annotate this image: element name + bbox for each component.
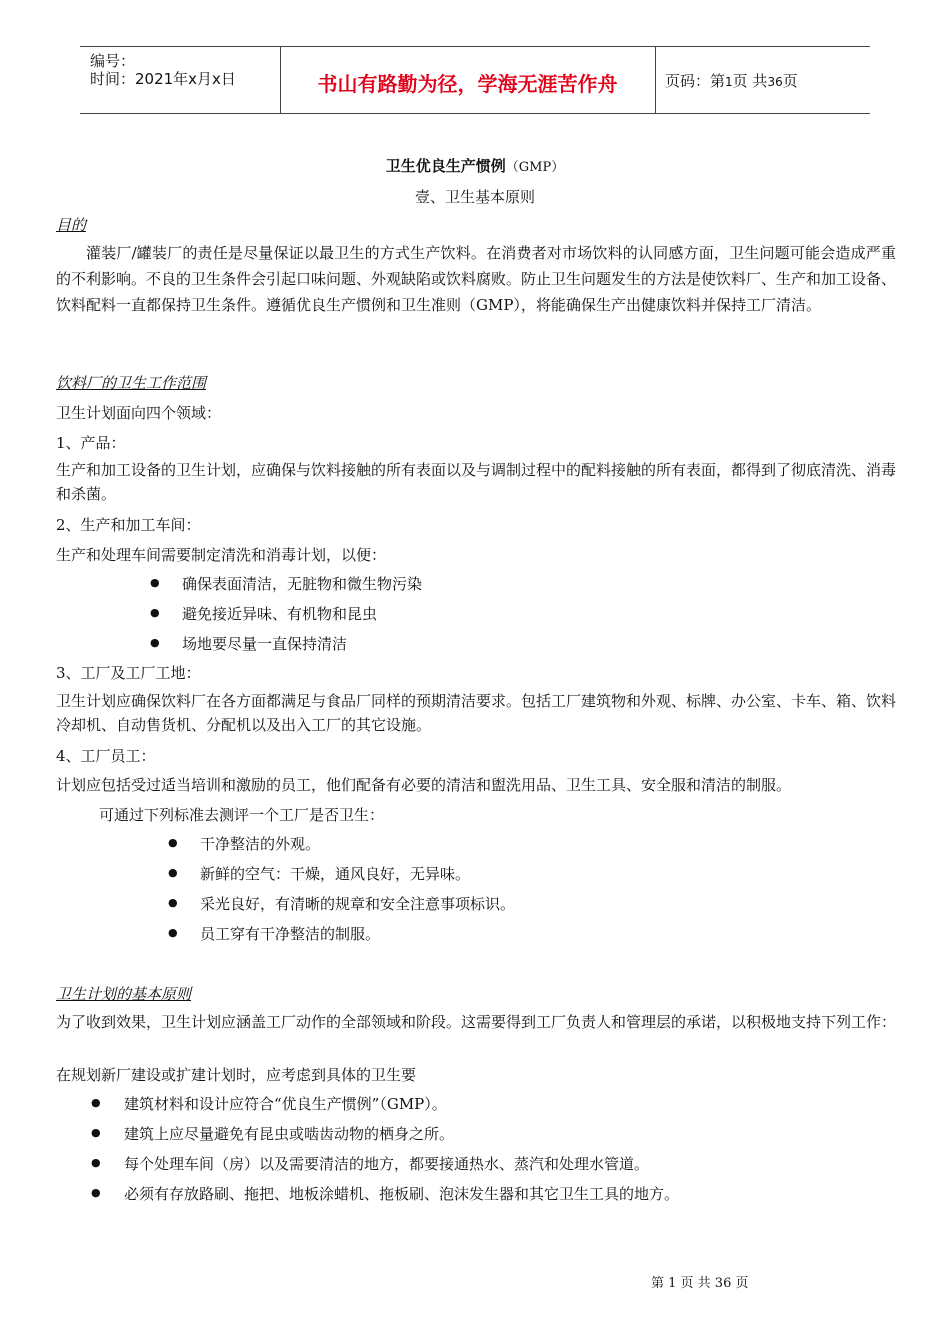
area1-title: 1、产品： xyxy=(56,434,126,452)
header-page-cell xyxy=(655,47,870,113)
list-item: 采光良好，有清晰的规章和安全注意事项标识。 xyxy=(200,895,516,913)
section-heading-scope: 饮料厂的卫生工作范围 xyxy=(56,374,207,392)
document-title: 卫生优良生产惯例（GMP） xyxy=(385,157,565,175)
number-label: 编号： xyxy=(90,52,136,70)
scope-intro: 卫生计划面向四个领域： xyxy=(56,404,222,422)
bullet-dot: ● xyxy=(91,1096,101,1109)
bullet-dot: ● xyxy=(91,1126,101,1139)
list-item: 建筑材料和设计应符合“优良生产惯例”（GMP）。 xyxy=(124,1095,447,1113)
list-item: 新鲜的空气：干燥，通风良好，无异味。 xyxy=(200,865,471,883)
area3-title: 3、工厂及工厂工地： xyxy=(56,664,201,682)
section-heading-principles: 卫生计划的基本原则 xyxy=(56,985,192,1003)
criteria-intro: 可通过下列标准去测评一个工厂是否卫生： xyxy=(99,806,385,824)
list-item: 员工穿有干净整洁的制服。 xyxy=(200,925,381,943)
time-label: 时间：2021年x月x日 xyxy=(90,70,236,88)
area1-text: 生产和加工设备的卫生计划，应确保与饮料接触的所有表面以及与调制过程中的配料接触的所有表面，都得到了彻底清洗、消毒和杀菌。 xyxy=(56,461,897,503)
bullet-dot: ● xyxy=(150,576,160,589)
list-item: 场地要尽量一直保持清洁 xyxy=(182,635,348,653)
bullet-dot: ● xyxy=(150,636,160,649)
area4-title: 4、工厂员工： xyxy=(56,747,156,765)
purpose-paragraph: 灌装厂/罐装厂的责任是尽量保证以最卫生的方式生产饮料。在消费者对市场饮料的认同感方面，卫生问题可能会造成严重的不利影响。不良的卫生条件会引起口味问题、外观缺陷或饮料腐败。防止卫生问题发生的方法是使饮料厂、生产和加工设备、饮料配料一直都保持卫生条件。遵循优良生产惯例和卫生准则（GMP），将能确保生产出健康饮料并保持工厂清洁。 xyxy=(56,244,897,314)
list-item: 必须有存放路刷、拖把、地板涂蜡机、拖板刷、泡沫发生器和其它卫生工具的地方。 xyxy=(124,1185,680,1203)
bullet-dot: ● xyxy=(168,896,178,909)
document-subtitle: 壹、卫生基本原则 xyxy=(414,188,535,206)
header-page-indicator: 页码：第1页 共36页 xyxy=(665,72,798,90)
bullet-dot: ● xyxy=(168,926,178,939)
list-item: 避免接近异味、有机物和昆虫 xyxy=(182,605,378,623)
header-info-cell xyxy=(80,47,281,113)
list-item: 干净整洁的外观。 xyxy=(200,835,321,853)
list-item: 确保表面清洁，无脏物和微生物污染 xyxy=(182,575,423,593)
principles-paragraph: 为了收到效果，卫生计划应涵盖工厂动作的全部领域和阶段。这需要得到工厂负责人和管理层的承诺，以积极地支持下列工作： xyxy=(56,1013,897,1031)
bullet-dot: ● xyxy=(168,836,178,849)
area2-text: 生产和处理车间需要制定清洗和消毒计划，以便： xyxy=(56,546,387,564)
planning-text: 在规划新厂建设或扩建计划时，应考虑到具体的卫生要 xyxy=(56,1066,417,1084)
section-heading-purpose: 目的 xyxy=(56,216,87,234)
area2-title: 2、生产和加工车间： xyxy=(56,516,201,534)
bullet-dot: ● xyxy=(91,1186,101,1199)
bullet-dot: ● xyxy=(91,1156,101,1169)
area3-text: 卫生计划应确保饮料厂在各方面都满足与食品厂同样的预期清洁要求。包括工厂建筑物和外观、标牌、办公室、卡车、箱、饮料冷却机、自动售货机、分配机以及出入工厂的其它设施。 xyxy=(56,692,897,734)
header-motto-cell xyxy=(280,47,656,113)
bullet-dot: ● xyxy=(150,606,160,619)
list-item: 建筑上应尽量避免有昆虫或啮齿动物的栖身之所。 xyxy=(124,1125,455,1143)
list-item: 每个处理车间（房）以及需要清洁的地方，都要接通热水、蒸汽和处理水管道。 xyxy=(124,1155,650,1173)
page-footer: 第 1 页 共 36 页 xyxy=(651,1276,749,1291)
area4-text: 计划应包括受过适当培训和激励的员工，他们配备有必要的清洁和盥洗用品、卫生工具、安全服和清洁的制服。 xyxy=(56,776,792,794)
bullet-dot: ● xyxy=(168,866,178,879)
header-motto: 书山有路勤为径，学海无涯苦作舟 xyxy=(317,72,618,96)
document-header xyxy=(80,46,870,114)
